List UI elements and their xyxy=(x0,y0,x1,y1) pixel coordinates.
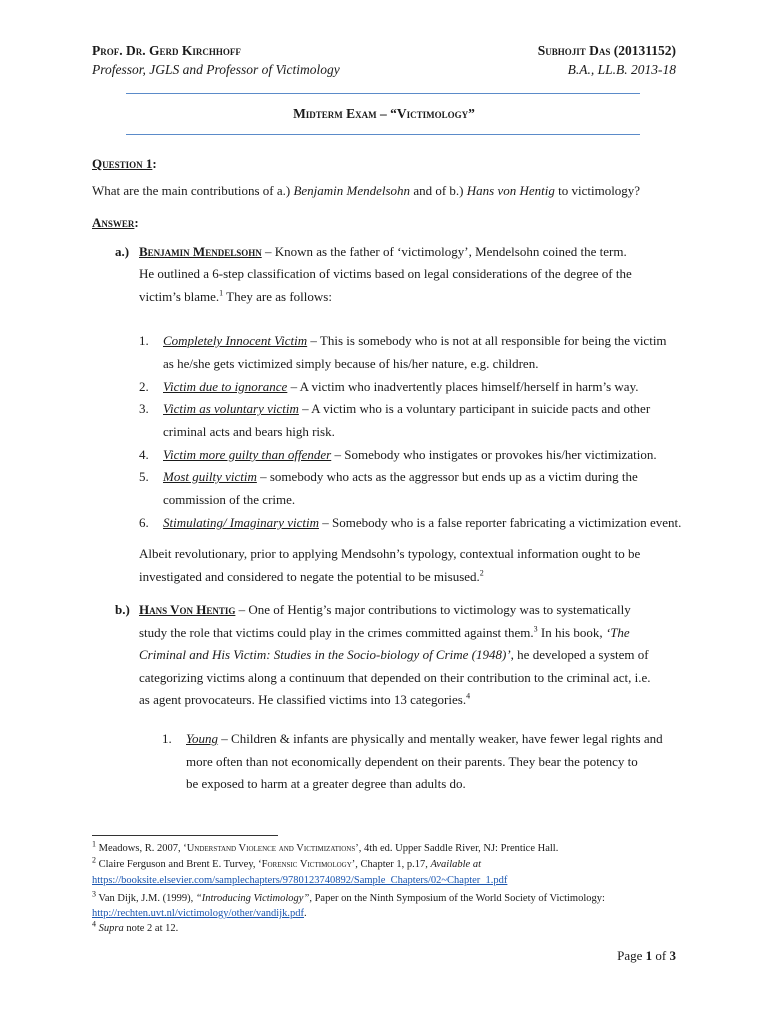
student-name: Subhojit Das (20131152) xyxy=(537,43,676,58)
list-item-term: Most guilty victim xyxy=(163,469,257,484)
footnote-ref-1[interactable]: 1 xyxy=(219,288,224,298)
footnote-2-number: 2 xyxy=(92,855,96,865)
list-item-term: Completely Innocent Victim xyxy=(163,333,308,348)
footnote-3-url-link[interactable]: http://rechten.uvt.nl/victimology/other/vandijk.pdf xyxy=(92,908,305,919)
footnote-3-link-line xyxy=(92,906,307,921)
list-item-number: 4. xyxy=(139,447,149,462)
list-item-number: 2. xyxy=(139,379,149,394)
list-item-term: Stimulating/ Imaginary victim xyxy=(163,515,319,530)
mendelsohn-list-item xyxy=(139,376,679,399)
list-item-text: – Somebody who is a false reporter fabricating a victimization event. xyxy=(318,515,682,530)
section-a-line2: He outlined a 6-step classification of victims based on legal considerations of the degree of the xyxy=(139,266,632,281)
question-text-pre: What are the main contributions of a.) xyxy=(92,183,294,198)
footnote-1 xyxy=(92,841,558,856)
section-b-line5-text: as agent provocateurs. He classified victims into 13 categories. xyxy=(139,692,467,707)
list-item-text: – Somebody who instigates or provokes his/her victimization. xyxy=(331,447,657,462)
mendelsohn-list-item xyxy=(139,466,679,511)
hentig-item-line1 xyxy=(186,728,663,751)
hentig-name: Hans Von Hentig xyxy=(139,602,236,617)
question-text xyxy=(92,180,640,203)
hentig-item-term: Young xyxy=(186,731,219,746)
mendelsohn-list-item xyxy=(139,444,679,467)
list-item-term: Victim more guilty than offender xyxy=(163,447,332,462)
hentig-item-line1-text: – Children & infants are physically and mentally weaker, have fewer legal rights and xyxy=(218,731,663,746)
footnote-2-link-line xyxy=(92,873,507,888)
professor-name: Prof. Dr. Gerd Kirchhoff xyxy=(92,43,241,58)
list-item-line1 xyxy=(163,512,682,535)
footnote-ref-4[interactable]: 4 xyxy=(466,691,471,701)
exam-title: Midterm Exam – “Victimology” xyxy=(293,106,475,121)
footnote-2-title: Forensic Victimology xyxy=(261,859,352,870)
list-item-number: 5. xyxy=(139,469,149,484)
footnote-2 xyxy=(92,857,481,872)
hentig-item-line2: more often than not economically dependent on their parents. They bear the potency to xyxy=(186,754,638,769)
footnote-1-pre: Meadows, R. 2007, ‘ xyxy=(96,843,187,854)
footnote-3-post: , Paper on the Ninth Symposium of the World Society of Victimology: xyxy=(309,893,605,904)
question-heading xyxy=(92,153,157,176)
footnote-2-url-link[interactable]: https://booksite.elsevier.com/samplechapters/9780123740892/Sample_Chapters/02~Chapter_1.pdf xyxy=(92,875,508,886)
page-number-current: 1 xyxy=(645,948,653,963)
section-b-line5 xyxy=(139,689,470,712)
question-name-b: Hans von Hentig xyxy=(466,183,555,198)
footnote-3-number: 3 xyxy=(92,889,96,899)
section-b-line4: categorizing victims along a continuum that depended on their contribution to the criminal act, i.e. xyxy=(139,670,651,685)
mendelsohn-list-item xyxy=(139,330,679,375)
list-item-term: Victim as voluntary victim xyxy=(163,401,299,416)
section-a-marker: a.) xyxy=(115,244,130,259)
footnote-3-title: “Introducing Victimology” xyxy=(195,893,310,904)
answer-colon: : xyxy=(134,215,139,230)
question-name-a: Benjamin Mendelsohn xyxy=(293,183,411,198)
footnote-1-title: Understand Violence and Victimizations xyxy=(186,843,356,854)
section-b-line2-tail: In his book, xyxy=(537,625,606,640)
footnote-3-pre: Van Dijk, J.M. (1999), xyxy=(96,893,196,904)
footnote-4 xyxy=(92,921,178,936)
list-item-text: – A victim who inadvertently places himself/herself in harm’s way. xyxy=(287,379,639,394)
list-item-number: 3. xyxy=(139,401,149,416)
footnote-4-number: 4 xyxy=(92,919,96,929)
section-b-line3-tail: , he developed a system of xyxy=(510,647,649,662)
footnote-4-supra: Supra xyxy=(98,923,124,934)
section-a-closing-line2 xyxy=(139,566,484,589)
hentig-item-line3: be exposed to harm at a greater degree than adults do. xyxy=(186,776,466,791)
footnote-ref-3[interactable]: 3 xyxy=(533,624,538,634)
footnote-1-number: 1 xyxy=(92,839,96,849)
list-item-line2: commission of the crime. xyxy=(163,491,296,507)
answer-heading xyxy=(92,212,139,235)
list-item-number: 1. xyxy=(139,333,149,348)
question-label: Question 1 xyxy=(92,156,153,171)
section-a-line3 xyxy=(139,286,332,309)
list-item-text: – A victim who is a voluntary participant in suicide pacts and other xyxy=(298,401,651,416)
book-title-end: Criminal and His Victim: Studies in the Socio-biology of Crime (1948)’ xyxy=(139,647,511,662)
title-bottom-rule xyxy=(126,134,640,135)
page-number-of: of xyxy=(652,948,670,963)
list-item-line1 xyxy=(163,330,679,353)
section-a-line3-text: victim’s blame. xyxy=(139,289,220,304)
list-item-line1 xyxy=(163,376,679,399)
footnote-2-post: ’, Chapter 1, p.17, xyxy=(351,859,431,870)
hentig-item-number: 1. xyxy=(162,731,172,746)
list-item-line1 xyxy=(163,398,679,421)
list-item-number: 6. xyxy=(139,515,149,530)
header-left xyxy=(92,41,340,79)
book-title-start: ‘The xyxy=(605,625,630,640)
list-item-line2: criminal acts and bears high risk. xyxy=(163,423,335,439)
section-a-closing-line1: Albeit revolutionary, prior to applying Mendsohn’s typology, contextual information ought to be xyxy=(139,546,641,561)
section-a-line1 xyxy=(139,241,675,264)
list-item-text: – somebody who acts as the aggressor but ends up as a victim during the xyxy=(256,469,638,484)
section-b-line1-text: – One of Hentig’s major contributions to victimology was to systematically xyxy=(235,602,631,617)
footnote-separator xyxy=(92,835,278,836)
mendelsohn-name: Benjamin Mendelsohn xyxy=(139,244,262,259)
section-a-line1-text: – Known as the father of ‘victimology’, Mendelsohn coined the term. xyxy=(264,244,627,259)
section-b-line1 xyxy=(139,599,631,622)
page-number-prefix: Page xyxy=(617,948,646,963)
section-a-closing-text: investigated and considered to negate the potential to be misused. xyxy=(139,569,480,584)
section-b-line2 xyxy=(139,622,630,645)
mendelsohn-list-item xyxy=(139,512,682,535)
page-number-total: 3 xyxy=(669,948,676,963)
section-b-line3 xyxy=(139,644,649,667)
list-item-line1 xyxy=(163,444,679,467)
footnote-3 xyxy=(92,891,605,906)
professor-title: Professor, JGLS and Professor of Victimology xyxy=(92,62,340,77)
footnote-1-post: ’, 4th ed. Upper Saddle River, NJ: Prentice Hall. xyxy=(355,843,559,854)
mendelsohn-list-item xyxy=(139,398,679,443)
list-item-text: – This is somebody who is not at all responsible for being the victim xyxy=(307,333,667,348)
title-top-rule xyxy=(126,93,640,94)
list-item-term: Victim due to ignorance xyxy=(163,379,288,394)
question-colon: : xyxy=(152,156,157,171)
question-text-mid: and of b.) xyxy=(410,183,467,198)
footnote-3-end: . xyxy=(304,908,307,919)
question-text-post: to victimology? xyxy=(554,183,641,198)
list-item-line1 xyxy=(163,466,679,489)
header-right xyxy=(538,41,676,79)
section-a-line3-tail: They are as follows: xyxy=(223,289,332,304)
section-b-marker: b.) xyxy=(115,602,130,617)
footnote-ref-2[interactable]: 2 xyxy=(479,568,484,578)
list-item-line2: as he/she gets victimized simply because of his/her nature, e.g. children. xyxy=(163,355,539,371)
section-b-line2-text: study the role that victims could play in the crimes committed against them. xyxy=(139,625,534,640)
footnote-4-post: note 2 at 12. xyxy=(123,923,179,934)
footnote-2-available: Available at xyxy=(430,859,481,870)
page-number xyxy=(617,948,676,964)
student-program: B.A., LL.B. 2013-18 xyxy=(567,62,676,77)
answer-label: Answer xyxy=(92,215,135,230)
footnote-2-pre: Claire Ferguson and Brent E. Turvey, ‘ xyxy=(96,859,262,870)
